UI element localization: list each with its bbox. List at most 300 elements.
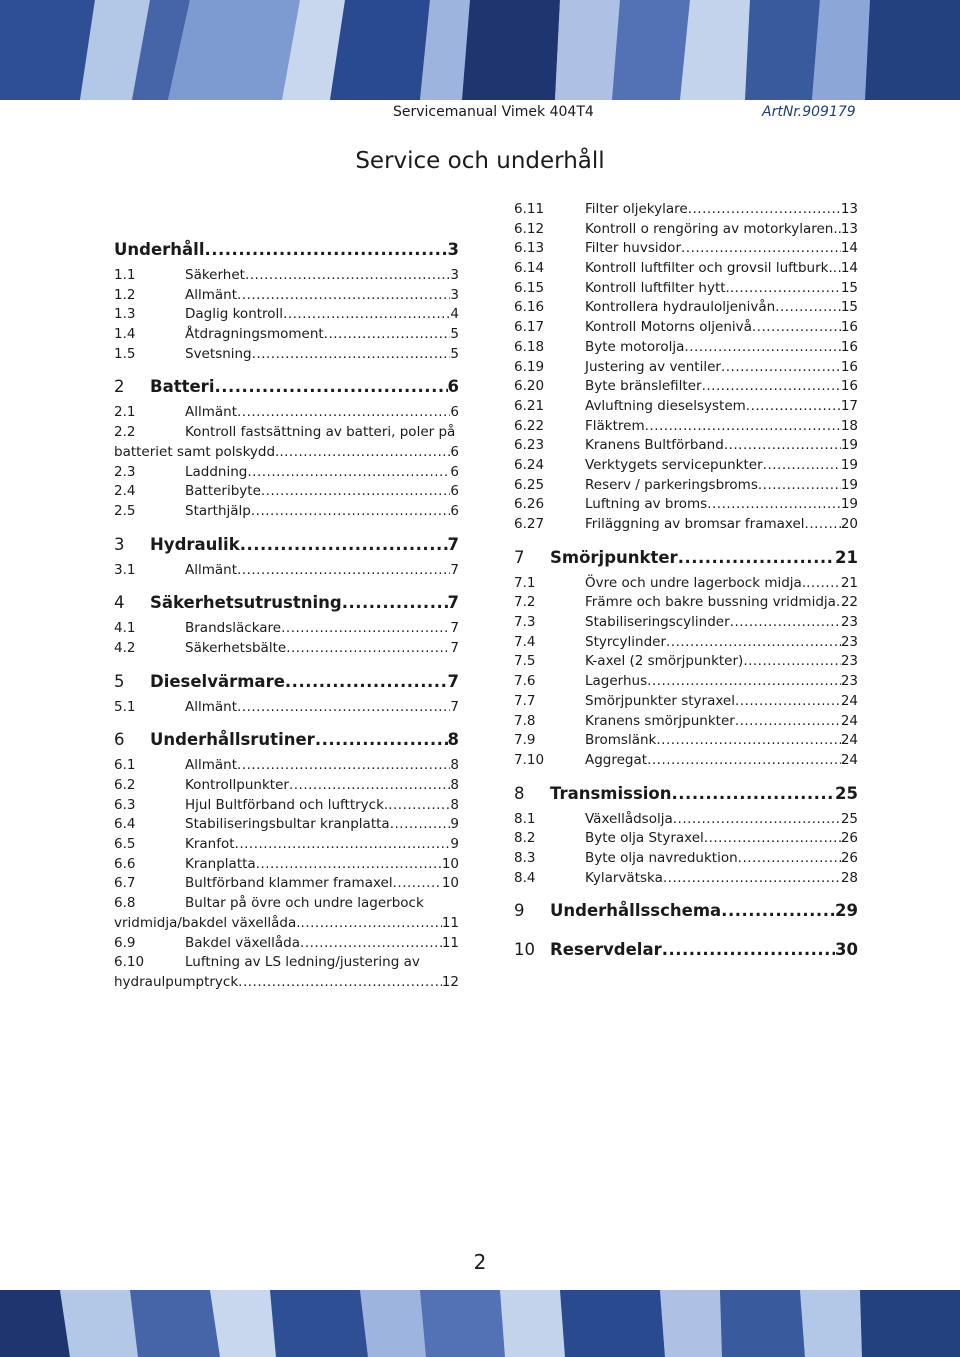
toc-leader [738,849,841,869]
toc-title: Fläktrem [585,417,645,434]
toc-leader [235,835,451,855]
toc-title: Kranplatta [185,855,256,872]
toc-leader [315,723,448,756]
toc-entry[interactable] [514,358,858,378]
toc-entry[interactable] [514,298,858,318]
toc-page: 6 [450,463,459,480]
toc-page: 14 [840,240,858,257]
toc-title: Växellådsolja [585,810,673,827]
toc-entry[interactable] [114,403,459,423]
toc-page: 10 [441,855,459,872]
toc-number: 6.1 [114,757,136,774]
toc-chapter[interactable] [114,586,459,619]
toc-number: 6.8 [114,895,136,912]
toc-title: Luftning av LS ledning/justering av [185,954,420,971]
toc-entry[interactable] [114,776,459,796]
toc-page: 21 [840,574,858,591]
toc-title: Underhållsschema [550,901,722,921]
toc-leader [289,776,450,796]
toc-number: 6.26 [514,496,545,513]
toc-page: 26 [840,849,858,866]
toc-page: 9 [450,836,459,853]
toc-number: 7.10 [514,751,545,768]
toc-title: Aggregat [585,751,648,768]
toc-leader [758,476,841,496]
article-number: ArtNr.909179 [762,104,856,120]
toc-number: 7.5 [514,653,536,670]
toc-page: 7 [447,671,459,691]
toc-title: Kylarvätska [585,869,663,886]
toc-number: 8.2 [514,830,536,847]
toc-entry[interactable] [514,220,858,240]
toc-entry[interactable] [514,338,858,358]
toc-page: 20 [840,516,858,532]
toc-number: 4.2 [114,639,136,656]
toc-number: 6.24 [514,456,545,473]
toc-number: 6.20 [514,378,545,395]
toc-title: Styrcylinder [585,633,666,650]
toc-page: 11 [441,934,459,951]
toc-leader [704,829,841,849]
toc-number: 7.3 [514,614,536,631]
toc-leader [286,639,450,659]
toc-title: Reserv / parkeringsbroms [585,476,758,493]
toc-title-continued: vridmidja/bakdel växellåda. [114,914,301,931]
toc-leader [388,796,450,816]
toc-leader [237,756,450,776]
toc-leader [645,417,841,437]
toc-number: 7.8 [514,712,536,729]
toc-page: 24 [840,732,858,749]
toc-number: 6.6 [114,855,136,872]
toc-leader [662,933,835,966]
toc-number: 6.19 [514,358,545,375]
toc-title: Allmänt [185,286,238,303]
toc-number: 8.4 [514,869,536,886]
toc-page: 19 [840,437,858,454]
toc-leader [735,692,841,712]
toc-title: Avluftning dieselsystem [585,397,746,414]
toc-title: Allmänt [185,698,238,715]
toc-title: Brandsläckare [185,620,282,637]
toc-page: 23 [840,633,858,650]
toc-page: 13 [840,220,858,237]
toc-title: Byte motorolja [585,338,685,355]
toc-number: 5.1 [114,698,136,715]
toc-leader [237,286,450,306]
toc-number: 2.2 [114,424,136,441]
toc-leader [204,233,447,266]
toc-entry[interactable] [514,259,858,279]
toc-page: 24 [840,692,858,709]
toc-entry[interactable] [514,810,858,830]
toc-leader [281,619,450,639]
toc-title: Filter oljekylare [585,201,688,217]
toc-leader [252,345,451,365]
toc-page: 7 [450,561,459,578]
toc-entry[interactable] [514,456,858,476]
toc-title: Kontrollera hydrauloljenivån [585,299,776,316]
toc-number: 6.3 [114,796,136,813]
toc-page: 3 [447,240,459,259]
toc-number: 6.25 [514,476,545,493]
toc-number: 1.4 [114,326,136,343]
toc-title: Kontroll luftfilter hytt. [585,279,730,296]
toc-title: Verktygets servicepunkter [585,456,763,473]
toc-entry[interactable] [514,593,858,613]
toc-page: 25 [840,810,858,827]
toc-title: Säkerhet [185,267,245,283]
toc-title: Reservdelar [550,940,662,960]
toc-chapter[interactable] [514,541,858,574]
toc-title: Kontrollpunkter [185,777,289,794]
toc-leader [279,443,450,463]
toc-number: 2.3 [114,463,136,480]
toc-chapter[interactable] [114,233,459,266]
toc-page: 6 [450,502,459,519]
toc-title: Bromslänk [585,732,657,749]
toc-title: Batteri [150,377,215,397]
toc-leader [752,318,841,338]
toc-entry[interactable] [514,672,858,692]
toc-number: 6.17 [514,319,545,336]
toc-entry[interactable] [114,266,459,286]
toc-column-right [514,200,858,966]
toc-leader [324,325,451,345]
toc-chapter[interactable] [114,528,459,561]
toc-page: 3 [450,267,459,283]
toc-leader [806,574,841,594]
toc-page: 12 [441,973,459,990]
toc-leader [238,973,442,993]
toc-number: 1.1 [114,267,136,283]
toc-leader [724,436,841,456]
toc-entry[interactable] [514,495,858,515]
toc-leader [261,482,451,502]
page-header [0,104,960,124]
toc-number: 4 [114,593,125,613]
toc-entry[interactable] [514,692,858,712]
toc-leader [245,266,450,286]
toc-leader [775,298,841,318]
toc-chapter[interactable] [514,933,858,966]
toc-page: 18 [840,417,858,434]
toc-number: 7.1 [514,574,536,591]
manual-title: Servicemanual Vimek 404T4 [393,104,594,120]
toc-entry[interactable] [114,482,459,502]
toc-leader [656,731,840,751]
toc-page: 21 [835,547,858,567]
toc-leader [702,377,841,397]
toc-page: 19 [840,456,858,473]
toc-title: Laddning [185,463,248,480]
toc-leader [672,777,836,810]
toc-title: Övre och undre lagerbock midja. [585,574,807,591]
toc-number: 7 [514,547,525,567]
toc-leader [240,528,448,561]
toc-chapter[interactable] [114,723,459,756]
toc-entry[interactable] [114,423,459,462]
toc-page: 3 [450,286,459,303]
toc-number: 7.2 [514,594,536,611]
toc-page: 7 [447,534,459,554]
toc-title: Dieselvärmare [150,671,285,691]
toc-title: Kontroll Motorns oljenivå [585,319,752,336]
toc-page: 8 [450,796,459,813]
toc-title: Starthjälp [185,502,251,519]
toc-page: 22 [840,594,858,611]
toc-page: 30 [835,940,858,960]
toc-entry[interactable] [514,417,858,437]
toc-title: Stabiliseringsbultar kranplatta [185,816,390,833]
toc-entry[interactable] [514,712,858,732]
toc-title: Batteribyte [185,483,261,500]
toc-number: 6.21 [514,397,545,414]
toc-entry[interactable] [114,855,459,875]
toc-entry[interactable] [514,318,858,338]
toc-entry[interactable] [114,286,459,306]
toc-number: 6.13 [514,240,545,257]
toc-number: 6.22 [514,417,545,434]
toc-title: Luftning av broms [585,496,708,513]
toc-title: Hydraulik [150,534,240,554]
toc-title: Allmänt [185,757,238,774]
toc-title: Filter huvsidor [585,240,681,257]
toc-number: 7.4 [514,633,536,650]
toc-entry[interactable] [114,345,459,365]
toc-number: 9 [514,901,525,921]
toc-page: 23 [840,614,858,631]
toc-page: 14 [840,260,858,277]
toc-page: 13 [840,201,858,217]
toc-number: 2.1 [114,404,136,421]
toc-entry[interactable] [114,561,459,581]
toc-title: Allmänt [185,404,238,421]
toc-entry[interactable] [114,639,459,659]
toc-page: 8 [447,730,459,750]
toc-entry[interactable] [514,731,858,751]
toc-entry[interactable] [114,305,459,325]
toc-leader [393,874,442,894]
toc-title: Byte bränslefilter [585,378,702,395]
toc-title: Hjul Bultförband och lufttryck. [185,796,389,813]
toc-title: Transmission [550,783,672,803]
toc-title: Daglig kontroll [185,306,284,323]
toc-title: Smörjpunkter [550,547,678,567]
toc-title: Byte olja Styraxel [585,830,704,847]
toc-leader [805,515,841,535]
toc-number: 6.4 [114,816,136,833]
toc-number: 5 [114,671,125,691]
toc-title: Stabiliseringscylinder [585,614,730,631]
toc-leader [721,894,835,927]
toc-number: 6.9 [114,934,136,951]
toc-entry[interactable] [114,502,459,522]
toc-page: 16 [840,378,858,395]
toc-leader [237,698,450,718]
toc-entry[interactable] [514,200,858,220]
page-number: 2 [473,1250,487,1274]
toc-page: 7 [447,593,459,613]
toc-leader [256,855,442,875]
toc-leader [681,239,841,259]
toc-entry[interactable] [514,436,858,456]
toc-entry[interactable] [514,751,858,771]
toc-entry[interactable] [514,279,858,299]
toc-entry[interactable] [514,515,858,535]
toc-leader [251,502,451,522]
toc-title: Säkerhetsutrustning [150,593,342,613]
toc-entry[interactable] [514,476,858,496]
toc-leader [721,358,841,378]
toc-page: 8 [450,777,459,794]
toc-title: Lagerhus [585,673,648,690]
toc-page: 4 [450,306,459,323]
toc-entry[interactable] [114,796,459,816]
toc-entry[interactable] [114,815,459,835]
toc-column-left [114,233,459,993]
toc-entry[interactable] [514,829,858,849]
toc-entry[interactable] [114,953,459,992]
toc-number: 1.5 [114,345,136,362]
toc-page: 24 [840,751,858,768]
toc-title: Kranens smörjpunkter [585,712,735,729]
toc-entry[interactable] [514,652,858,672]
toc-leader [688,200,841,220]
toc-page: 6 [447,377,459,397]
toc-number: 6.11 [514,201,545,217]
toc-entry[interactable] [514,633,858,653]
toc-entry[interactable] [114,619,459,639]
toc-title: Svetsning [185,345,252,362]
toc-number: 6.2 [114,777,136,794]
toc-chapter[interactable] [514,777,858,810]
toc-title: Justering av ventiler [585,358,721,375]
toc-title: Bakdel växellåda [185,934,301,951]
toc-entry[interactable] [114,894,459,933]
toc-number: 2 [114,377,125,397]
toc-page: 7 [450,620,459,637]
toc-number: 7.7 [514,692,536,709]
toc-leader [684,338,840,358]
toc-page: 11 [441,914,459,931]
toc-title: Kontroll luftfilter och grovsil luftburk. [585,260,833,277]
toc-entry[interactable] [114,835,459,855]
toc-page: 6 [450,483,459,500]
toc-number: 8.3 [514,849,536,866]
toc-title: Bultförband klammer framaxel [185,875,393,892]
toc-number: 1.2 [114,286,136,303]
toc-title: Allmänt [185,561,238,578]
toc-title: Kranfot [185,836,235,853]
toc-title-continued: batteriet samt polskydd. [114,443,280,460]
toc-number: 6.27 [514,516,545,532]
toc-title: Underhåll [114,240,205,259]
toc-leader [730,613,841,633]
toc-number: 10 [514,940,535,960]
footer-banner [0,1290,960,1357]
toc-entry[interactable] [514,613,858,633]
toc-entry[interactable] [114,463,459,483]
toc-chapter[interactable] [114,370,459,403]
toc-page: 26 [840,830,858,847]
toc-number: 7.6 [514,673,536,690]
toc-entry[interactable] [514,849,858,869]
toc-title: Kontroll fastsättning av batteri, poler på [185,424,456,441]
toc-page: 5 [450,326,459,343]
toc-leader [237,561,450,581]
toc-page: 7 [450,639,459,656]
toc-leader [214,370,447,403]
toc-number: 8.1 [514,810,536,827]
toc-leader [647,751,841,771]
toc-leader [746,397,841,417]
toc-leader [285,665,448,698]
toc-number: 6.23 [514,437,545,454]
toc-leader [283,305,450,325]
toc-leader [666,633,841,653]
toc-entry[interactable] [114,325,459,345]
toc-entry[interactable] [514,574,858,594]
toc-number: 7.9 [514,732,536,749]
toc-page: 28 [840,869,858,886]
toc-leader [673,810,841,830]
toc-page: 15 [840,299,858,316]
toc-entry[interactable] [514,869,858,889]
toc-page: 23 [840,653,858,670]
toc-entry[interactable] [114,934,459,954]
toc-leader [301,914,442,934]
toc-leader [300,934,442,954]
toc-number: 6.14 [514,260,545,277]
toc-title: Smörjpunkter styraxel [585,692,735,709]
toc-leader [390,815,451,835]
toc-page: 19 [840,476,858,493]
toc-page: 6 [450,404,459,421]
toc-leader [743,652,841,672]
toc-entry[interactable] [114,874,459,894]
toc-leader [663,869,841,889]
toc-page: 15 [840,279,858,296]
toc-leader [735,712,841,732]
toc-leader [763,456,841,476]
toc-page: 23 [840,673,858,690]
toc-leader [237,403,450,423]
toc-page: 16 [840,358,858,375]
toc-number: 3 [114,534,125,554]
toc-number: 6.18 [514,338,545,355]
toc-page: 8 [450,757,459,774]
toc-page: 29 [835,901,858,921]
toc-title: Säkerhetsbälte [185,639,287,656]
toc-leader [678,541,835,574]
page-title: Service och underhåll [355,148,605,174]
toc-entry[interactable] [114,698,459,718]
toc-title: Bultar på övre och undre lagerbock [185,895,424,912]
toc-entry[interactable] [514,239,858,259]
toc-number: 6.12 [514,220,545,237]
toc-entry[interactable] [514,377,858,397]
toc-page: 25 [835,783,858,803]
toc-chapter[interactable] [114,665,459,698]
toc-page: 7 [450,698,459,715]
toc-title: Friläggning av bromsar framaxel [585,516,805,532]
toc-entry[interactable] [514,397,858,417]
toc-entry[interactable] [114,756,459,776]
toc-page: 5 [450,345,459,362]
toc-chapter[interactable] [514,894,858,927]
toc-title: Åtdragningsmoment [185,326,324,343]
